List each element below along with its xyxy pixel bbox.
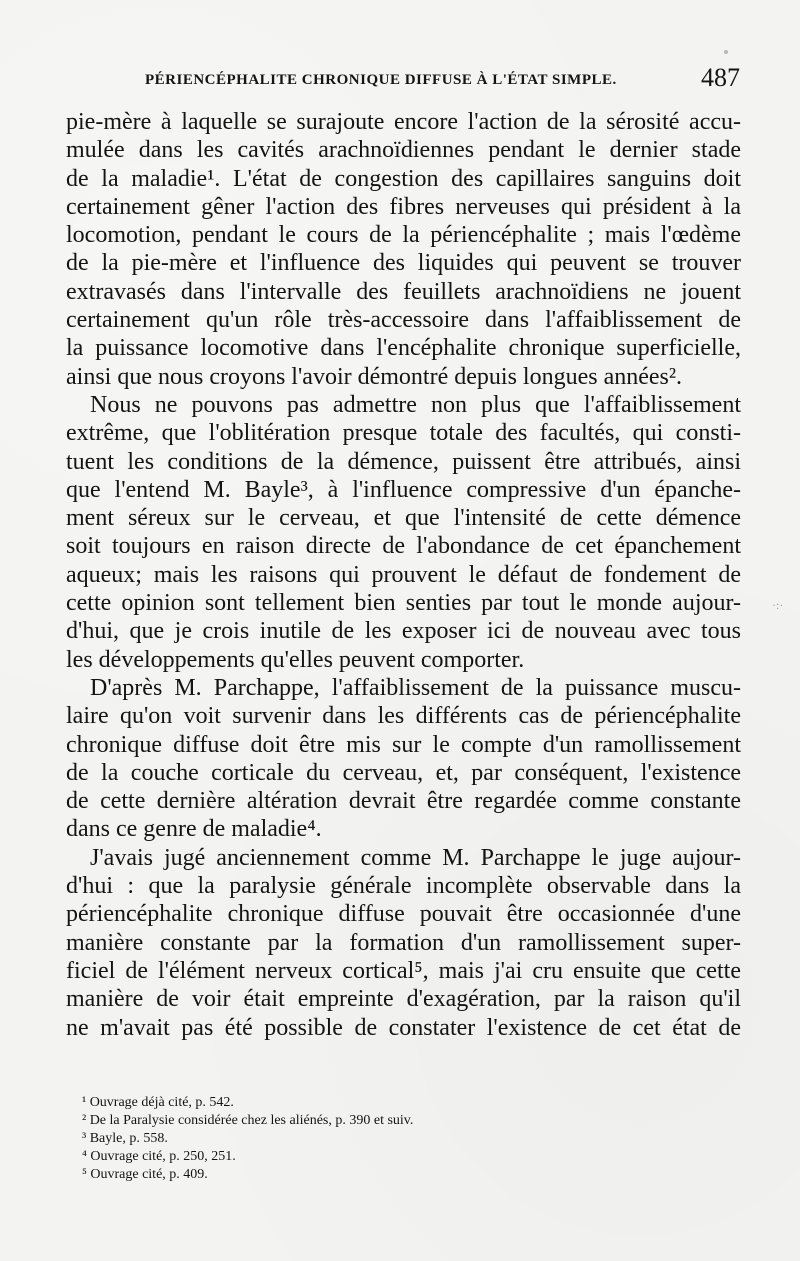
body-text (66, 108, 741, 1042)
text-line: manière de voir était empreinte d'exagération, par la raison qu'il (66, 986, 741, 1013)
text-line: mulée dans les cavités arachnoïdiennes pendant le dernier stade (66, 137, 741, 164)
text-line: chronique diffuse doit être mis sur le compte d'un ramollissement (66, 731, 741, 758)
text-line: ne m'avait pas été possible de constater l'existence de cet état de (66, 1014, 741, 1041)
text-line: d'hui, que je crois inutile de les exposer ici de nouveau avec tous (66, 618, 741, 645)
text-line: ainsi que nous croyons l'avoir démontré depuis longues années². (66, 363, 683, 390)
text-line: de la pie-mère et l'influence des liquides qui peuvent se trouver (66, 250, 741, 277)
text-line: Nous ne pouvons pas admettre non plus que l'affaiblissement (90, 391, 741, 418)
text-line: locomotion, pendant le cours de la périencéphalite ; mais l'œdème (66, 222, 741, 249)
footnote: ³ Bayle, p. 558. (82, 1131, 168, 1146)
text-line: cette opinion sont tellement bien senties par tout le monde aujour- (66, 590, 741, 617)
text-line: de cette dernière altération devrait être regardée comme constante (66, 788, 741, 815)
paper-mark: ·:· (772, 598, 784, 612)
text-line: tuent les conditions de la démence, puissent être attribués, ainsi (66, 448, 741, 475)
text-line: de la couche corticale du cerveau, et, par conséquent, l'existence (66, 759, 741, 786)
paper-mark (724, 50, 728, 54)
text-line: d'hui : que la paralysie générale incomplète observable dans la (66, 873, 741, 900)
text-line: pie-mère à laquelle se surajoute encore l'action de la sérosité accu- (66, 109, 741, 135)
text-line: dans ce genre de maladie⁴. (66, 816, 322, 843)
text-line: extrême, que l'oblitération presque totale des facultés, qui consti- (66, 420, 741, 447)
footnote: ⁴ Ouvrage cité, p. 250, 251. (82, 1149, 236, 1164)
text-line: ment séreux sur le cerveau, et que l'intensité de cette démence (66, 505, 741, 532)
text-line: aqueux; mais les raisons qui prouvent le défaut de fondement de (66, 561, 741, 588)
text-line: J'avais jugé anciennement comme M. Parchappe le juge aujour- (90, 844, 741, 871)
footnote: ² De la Paralysie considérée chez les aliénés, p. 390 et suiv. (82, 1113, 414, 1128)
footnotes (82, 1094, 722, 1184)
text-line: périencéphalite chronique diffuse pouvait être occasionnée d'une (66, 901, 741, 928)
text-line: laire qu'on voit survenir dans les différents cas de périencéphalite (66, 703, 741, 730)
footnote: ⁵ Ouvrage cité, p. 409. (82, 1167, 208, 1182)
text-line: ficiel de l'élément nerveux cortical⁵, mais j'ai cru ensuite que cette (66, 957, 741, 984)
text-line: les développements qu'elles peuvent comporter. (66, 646, 525, 673)
text-line: D'après M. Parchappe, l'affaiblissement de la puissance muscu- (90, 674, 741, 701)
text-line: de la maladie¹. L'état de congestion des capillaires sanguins doit (66, 165, 741, 192)
text-line: que l'entend M. Bayle³, à l'influence compressive d'un épanche- (66, 476, 741, 503)
text-line: soit toujours en raison directe de l'abondance de cet épanchement (66, 533, 741, 560)
text-line: extravasés dans l'intervalle des feuillets arachnoïdiens ne jouent (66, 278, 741, 305)
text-line: certainement gêner l'action des fibres nerveuses qui président à la (66, 193, 741, 220)
page-number: 487 (701, 63, 740, 92)
text-line: manière constante par la formation d'un ramollissement super- (66, 929, 741, 956)
running-head: PÉRIENCÉPHALITE CHRONIQUE DIFFUSE À L'ÉTAT SIMPLE. (145, 72, 617, 88)
footnote: ¹ Ouvrage déjà cité, p. 542. (82, 1095, 234, 1110)
text-line: certainement qu'un rôle très-accessoire dans l'affaiblissement de (66, 307, 741, 334)
text-line: la puissance locomotive dans l'encéphalite chronique superficielle, (66, 335, 741, 362)
